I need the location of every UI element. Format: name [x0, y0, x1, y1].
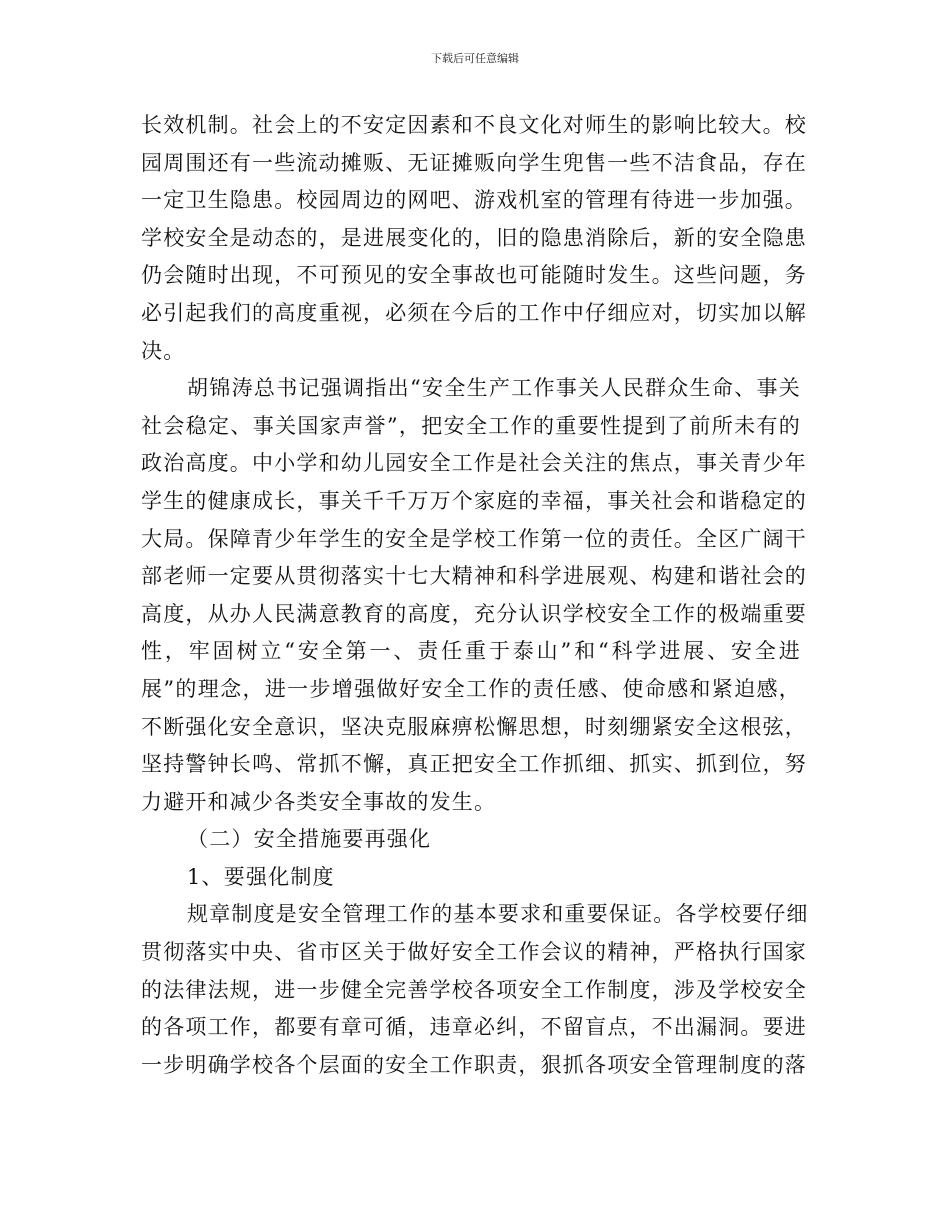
text-line: 政治高度。中小学和幼儿园安全工作是社会关注的焦点，事关青少年 [141, 451, 807, 476]
text-line: 力避开和减少各类安全事故的发生。 [141, 789, 497, 814]
text-line: 规章制度是安全管理工作的基本要求和重要保证。各学校要仔细 [187, 902, 809, 927]
text-line: 的法律法规，进一步健全完善学校各项安全工作制度，涉及学校安全 [141, 977, 807, 1002]
text-line: 展”的理念，进一步增强做好安全工作的责任感、使命感和紧迫感， [141, 676, 801, 701]
text-line: 部老师一定要从贯彻落实十七大精神和科学进展观、构建和谐社会的 [141, 564, 807, 589]
text-line: 不断强化安全意识，坚决克服麻痹松懈思想，时刻绷紧安全这根弦， [141, 714, 807, 739]
text-line: 社会稳定、事关国家声誉”，把安全工作的重要性提到了前所未有的 [141, 413, 801, 438]
document-body [141, 107, 809, 1084]
paragraph-p1 [141, 107, 807, 370]
section-heading [141, 821, 801, 859]
text-line: 的各项工作，都要有章可循，违章必纠，不留盲点，不出漏洞。要进 [141, 1015, 807, 1040]
text-line: 学校安全是动态的，是进展变化的，旧的隐患消除后，新的安全隐患 [141, 225, 807, 250]
text-line: 贯彻落实中央、省市区关于做好安全工作会议的精神，严格执行国家 [141, 940, 807, 965]
page-header: 下载后可任意编辑 [431, 52, 519, 65]
paragraph-p3 [141, 896, 809, 1084]
text-line: 决。 [141, 338, 186, 363]
paragraph-p2 [141, 370, 807, 821]
section-heading-text: （二）安全措施要再强化 [187, 827, 432, 852]
text-line: 胡锦涛总书记强调指出“安全生产工作事关人民群众生命、事关 [187, 376, 801, 401]
subsection-heading-text: 1、要强化制度 [187, 864, 335, 889]
subsection-heading [141, 859, 801, 897]
text-line: 大局。保障青少年学生的安全是学校工作第一位的责任。全区广阔干 [141, 526, 807, 551]
text-line: 高度，从办人民满意教育的高度，充分认识学校安全工作的极端重要 [141, 601, 807, 626]
text-line: 园周围还有一些流动摊贩、无证摊贩向学生兜售一些不洁食品，存在 [141, 150, 807, 175]
text-line: 坚持警钟长鸣、常抓不懈，真正把安全工作抓细、抓实、抓到位，努 [141, 752, 807, 777]
text-line: 必引起我们的高度重视，必须在今后的工作中仔细应对，切实加以解 [141, 300, 807, 325]
text-line: 性，牢固树立“安全第一、责任重于泰山”和“科学进展、安全进 [141, 639, 801, 664]
text-line: 仍会随时出现，不可预见的安全事故也可能随时发生。这些问题，务 [141, 263, 807, 288]
text-line: 一定卫生隐患。校园周边的网吧、游戏机室的管理有待进一步加强。 [141, 188, 807, 213]
text-line: 学生的健康成长，事关千千万万个家庭的幸福，事关社会和谐稳定的 [141, 488, 807, 513]
text-line: 一步明确学校各个层面的安全工作职责，狠抓各项安全管理制度的落 [141, 1052, 807, 1077]
text-line: 长效机制。社会上的不安定因素和不良文化对师生的影响比较大。校 [141, 113, 807, 137]
